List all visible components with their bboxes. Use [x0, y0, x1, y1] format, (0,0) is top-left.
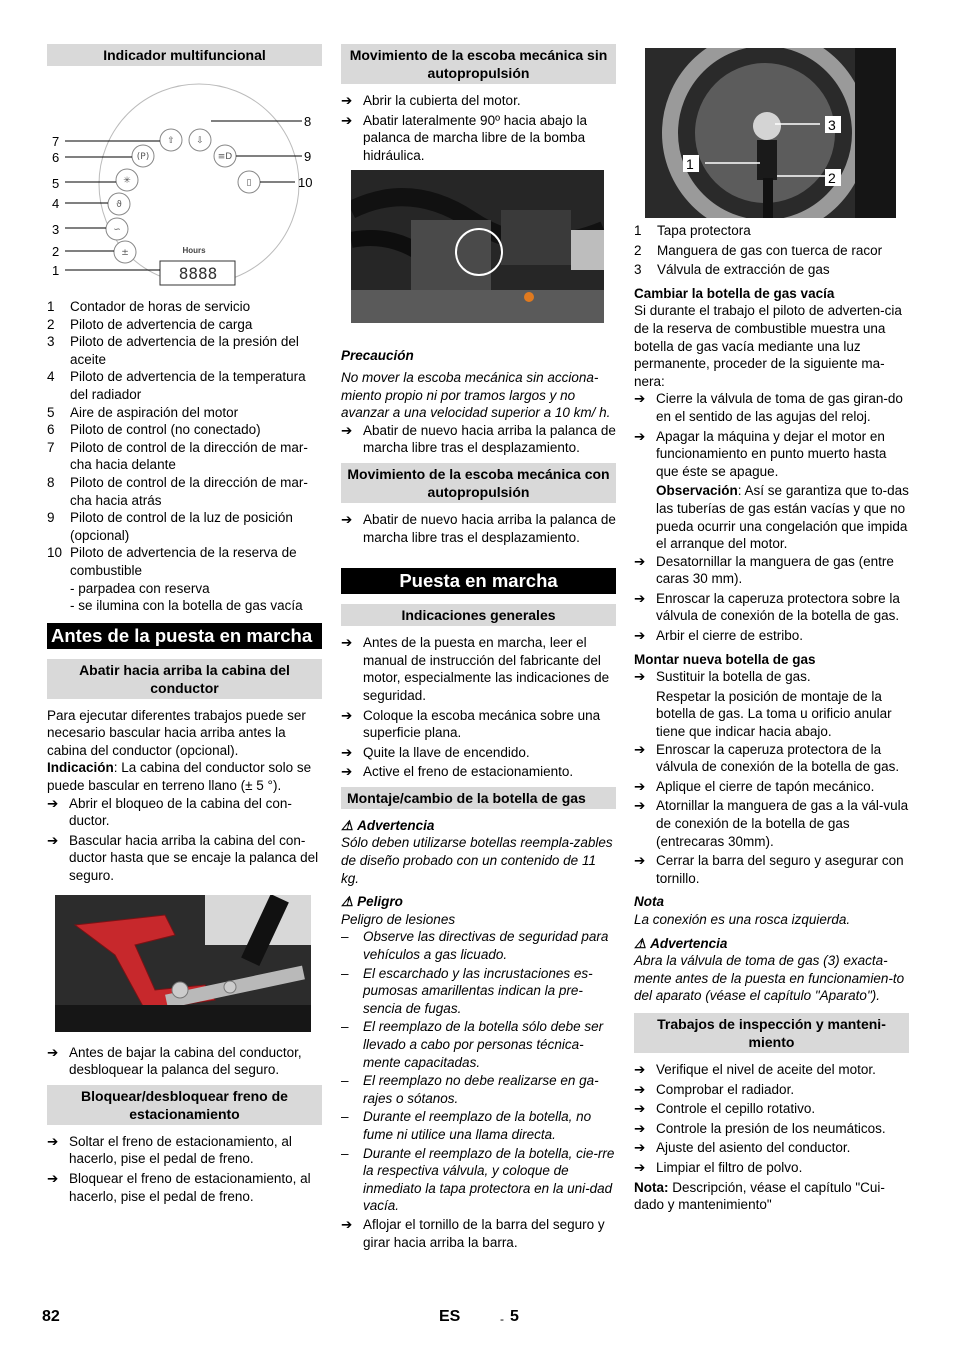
callout-8: 8 — [304, 114, 312, 129]
column-2 — [341, 44, 616, 1253]
step-item: ➔ Atornillar la manguera de gas a la vál-vula de conexión de la botella de gas (entrecaras 30mm). — [634, 798, 909, 849]
heading-cambiar: Cambiar la botella de gas vacía — [634, 285, 835, 301]
step-item: ➔ Active el freno de estacionamiento. — [341, 764, 574, 780]
arrow-icon: ➔ — [47, 1133, 59, 1149]
step-item: ➔ Cierre la válvula de toma de gas giran-do en el sentido de las agujas del reloj. — [634, 391, 903, 424]
arrow-icon: ➔ — [341, 744, 353, 760]
step-item: ➔ Abatir lateralmente 90º hacia abajo la palanca de marcha libre de la bomba hidráulica. — [341, 112, 588, 163]
peligro-label: Peligro — [357, 894, 403, 910]
callout-2: 2 — [52, 244, 60, 259]
nota-text: La conexión es una rosca izquierda. — [634, 911, 851, 927]
legend-item: 8 Piloto de control de la dirección de mar-cha hacia atrás — [47, 474, 308, 508]
adv-text: Abra la válvula de toma de gas (3) exacta-mente antes de la puesta en funcionamien-to del aparato (véase el capítulo "Aparato"). — [634, 953, 905, 1004]
legend-item: 5 Aire de aspiración del motor — [47, 404, 239, 420]
hydraulic-pump-lever-photo — [351, 170, 604, 323]
svg-text:⇧: ⇧ — [167, 136, 175, 146]
step-item: ➔ Antes de bajar la cabina del conductor, desbloquear la palanca del seguro. — [47, 1044, 302, 1078]
legend-item: 1 Contador de horas de servicio — [47, 299, 251, 314]
arrow-icon: ➔ — [634, 553, 646, 569]
nota2-text: Descripción, véase el capítulo "Cui-dado y mantenimiento" — [634, 1179, 885, 1213]
arrow-icon: ➔ — [634, 428, 646, 444]
step-item: ➔ Arbir el cierre de estribo. — [634, 628, 804, 644]
montar-note: Respetar la posición de montaje de la botella de gas. La toma u orificio anular tiene que indicar hacia abajo. — [656, 688, 892, 740]
section-page: 5 — [510, 1308, 519, 1325]
step-item: ➔ Bloquear el freno de estacionamiento, al hacerlo, pise el pedal de freno. — [47, 1171, 311, 1204]
callout-9: 9 — [304, 149, 312, 164]
step-item: ➔ Sustituir la botella de gas. — [634, 669, 811, 685]
arrow-icon: ➔ — [47, 832, 59, 848]
svg-text:∽: ∽ — [113, 225, 121, 235]
arrow-icon: ➔ — [341, 511, 353, 527]
svg-text:≡D: ≡D — [217, 152, 233, 162]
paragraph-abatir: Para ejecutar diferentes trabajos puede ser necesario bascular hacia arriba antes la cabina del conductor (opcional). — [47, 707, 306, 758]
arrow-icon: ➔ — [341, 707, 353, 723]
callout-10: 10 — [298, 175, 313, 190]
step-item: ➔ Quite la llave de encendido. — [341, 744, 530, 760]
step-item: ➔ Abatir de nuevo hacia arriba la palanca de marcha libre tras el desplazamiento. — [341, 422, 616, 456]
legend-item: 1 Tapa protectora — [634, 223, 751, 238]
dash-icon: – — [341, 1109, 349, 1125]
step-item: ➔ Cerrar la barra del seguro y asegurar con tornillo. — [634, 853, 904, 886]
arrow-icon: ➔ — [341, 112, 353, 128]
dash-icon: – — [341, 1019, 349, 1035]
step-item: ➔ Enroscar la caperuza protectora sobre la válvula de conexión de la botella de gas. — [634, 590, 900, 624]
warning-icon: ⚠ — [341, 817, 354, 833]
callout-5: 5 — [52, 176, 60, 191]
step-item: ➔ Controle el cepillo rotativo. — [634, 1101, 816, 1117]
callout-7: 7 — [52, 134, 60, 149]
heading-indicador: Indicador multifuncional — [47, 44, 322, 66]
legend-extra: - parpadea con reserva — [70, 580, 210, 596]
step-item: ➔ Comprobar el radiador. — [634, 1081, 795, 1097]
dash-icon: – — [341, 1073, 349, 1089]
step-item: ➔ Abrir el bloqueo de la cabina del con-ductor. — [47, 795, 292, 829]
danger-item: – Observe las directivas de seguridad para vehículos a gas licuado. — [341, 929, 609, 963]
nota2-label: Nota: — [634, 1179, 669, 1195]
danger-item: – El reemplazo no debe realizarse en ga-rajes o sótanos. — [341, 1073, 599, 1106]
heading-antes: Antes de la puesta en marcha — [47, 623, 322, 649]
step-item: ➔ Abrir la cubierta del motor. — [341, 93, 521, 108]
precaucion-label: Precaución — [341, 348, 414, 364]
step-item: ➔ Ajuste del asiento del conductor. — [634, 1140, 851, 1156]
arrow-icon: ➔ — [634, 590, 646, 606]
legend-item: 3 Válvula de extracción de gas — [634, 262, 830, 278]
arrow-icon: ➔ — [634, 628, 646, 644]
step-item: ➔ Antes de la puesta en marcha, leer el manual de instrucción del fabricante del motor, especialmente las indicaciones de seguridad. — [341, 635, 610, 703]
svg-text:▯: ▯ — [246, 178, 252, 188]
svg-text:(P): (P) — [136, 152, 150, 162]
arrow-icon: ➔ — [634, 1159, 646, 1175]
step-item: ➔ Aplique el cierre de tapón mecánico. — [634, 778, 875, 794]
step-item: ➔ Bascular hacia arriba la cabina del con-ductor hasta que se encaje la palanca del seguro. — [47, 832, 319, 884]
arrow-icon: ➔ — [634, 1061, 646, 1077]
arrow-icon: ➔ — [341, 93, 353, 108]
heading-indic-gen: Indicaciones generales — [341, 604, 616, 626]
indicator-legend — [47, 298, 322, 615]
step-item: ➔ Controle la presión de los neumáticos. — [634, 1120, 886, 1136]
step-item: ➔ Desatornillar la manguera de gas (entre caras 30 mm). — [634, 553, 894, 587]
column-3 — [634, 44, 909, 1214]
dash-icon: – — [341, 1145, 349, 1161]
legend-item: 3 Piloto de advertencia de la presión del aceite — [47, 334, 299, 367]
step-item: ➔ Limpiar el filtro de polvo. — [634, 1159, 803, 1175]
legend-item: 7 Piloto de control de la dirección de mar-cha hacia delante — [47, 439, 308, 473]
step-item: ➔ Abatir de nuevo hacia arriba la palanca de marcha libre tras el desplazamiento. — [341, 511, 616, 545]
arrow-icon: ➔ — [47, 1044, 59, 1060]
callout-3: 3 — [52, 222, 60, 237]
step-item: ➔ Verifique el nivel de aceite del motor. — [634, 1061, 876, 1077]
arrow-icon: ➔ — [634, 798, 646, 814]
indicacion-label: Indicación — [47, 760, 114, 776]
legend-item: 4 Piloto de advertencia de la temperatura del radiador — [47, 369, 306, 402]
step-item: ➔ Apagar la máquina y dejar el motor en funcionamiento en punto muerto hasta que éste se apague. — [634, 428, 887, 479]
hours-label: Hours — [182, 246, 206, 255]
callout-6: 6 — [52, 150, 60, 165]
danger-item: – Durante el reemplazo de la botella, no fume ni utilice una llama directa. — [341, 1109, 592, 1142]
cabin-lock-lever-photo — [55, 895, 311, 1032]
page-number: 82 — [42, 1308, 60, 1325]
indicacion-text: : La cabina del conductor solo se puede bascular en terreno llano (± 5 °). — [47, 760, 312, 794]
multifunction-indicator-diagram — [47, 74, 322, 286]
photo-callout-2: 2 — [828, 170, 836, 186]
arrow-icon: ➔ — [634, 1140, 646, 1156]
photo-callout-1: 1 — [686, 156, 694, 172]
svg-text:⇩: ⇩ — [196, 136, 204, 146]
heading-puesta: Puesta en marcha — [341, 568, 616, 594]
warning-icon: ⚠ — [634, 935, 647, 951]
legend-item: 9 Piloto de control de la luz de posición (opcional) — [47, 510, 293, 543]
language-code: ES — [439, 1308, 461, 1325]
svg-text:ϑ: ϑ — [116, 200, 122, 210]
peligro-sub: Peligro de lesiones — [341, 911, 456, 927]
legend-item: 6 Piloto de control (no conectado) — [47, 422, 261, 438]
arrow-icon: ➔ — [341, 422, 353, 438]
legend-item: 2 Manguera de gas con tuerca de racor — [634, 242, 883, 258]
arrow-icon: ➔ — [341, 1216, 353, 1232]
nota-label: Nota — [634, 894, 664, 910]
heading-abatir: Abatir hacia arriba la cabina del conductor — [47, 659, 322, 699]
adv-label: Advertencia — [650, 935, 728, 951]
legend-item: 10 Piloto de advertencia de la reserva de combustible — [47, 545, 297, 578]
danger-item: – El escarchado y las incrustaciones es-pumosas amarillentas indican la pre-sencia de fugas. — [341, 965, 593, 1016]
warning-icon: ⚠ — [341, 894, 354, 910]
arrow-icon: ➔ — [341, 764, 353, 780]
arrow-icon: ➔ — [634, 1120, 646, 1136]
heading-montar: Montar nueva botella de gas — [634, 651, 816, 667]
heading-freno: Bloquear/desbloquear freno de estacionamiento — [47, 1085, 322, 1125]
heading-montaje: Montaje/cambio de la botella de gas — [341, 787, 616, 809]
legend-extra: - se ilumina con la botella de gas vacía — [70, 598, 303, 614]
observacion-text: : Así se garantiza que to-das las tuberías de gas están vacías y que no pueda ocurrir una congelación que impida el arranque del motor. — [656, 483, 909, 552]
heading-mov-con: Movimiento de la escoba mecánica con autopropulsión — [341, 463, 616, 503]
svg-text:±: ± — [121, 248, 129, 258]
step-item: ➔ Coloque la escoba mecánica sobre una superficie plana. — [341, 707, 601, 741]
advertencia-text: Sólo deben utilizarse botellas reempla-zables de diseño probado con un contenido de 11 kg. — [341, 835, 613, 886]
arrow-icon: ➔ — [341, 635, 353, 651]
precaucion-text: No mover la escoba mecánica sin acciona-miento propio ni por tramos largos y no avanzar a una velocidad superior a 10 km/ h. — [341, 369, 611, 421]
gas-bottle-photo — [645, 48, 896, 218]
step-item: ➔ Enroscar la caperuza protectora de la válvula de conexión de la botella de gas. — [634, 741, 900, 775]
arrow-icon: ➔ — [634, 391, 646, 407]
hours-display: 8888 — [178, 264, 218, 283]
danger-item: – Durante el reemplazo de la botella, cie-rre la respectiva válvula, y coloque de inmediato la tapa protectora en la uni-dad vacía. — [341, 1145, 615, 1214]
photo-callout-3: 3 — [828, 117, 836, 133]
paragraph-cambiar: Si durante el trabajo el piloto de adverten-cia de la reserva de combustible muestra una botella de gas vacía mediante una luz permanente, proceder de la siguiente ma-nera: — [634, 303, 902, 389]
arrow-icon: ➔ — [47, 1171, 59, 1186]
observacion-label: Observación — [656, 483, 738, 499]
arrow-icon: ➔ — [47, 795, 59, 811]
step-item: ➔ Soltar el freno de estacionamiento, al hacerlo, pise el pedal de freno. — [47, 1133, 292, 1167]
arrow-icon: ➔ — [634, 1101, 646, 1117]
footer-separator: - — [500, 1312, 504, 1326]
legend-item: 2 Piloto de advertencia de carga — [47, 316, 253, 332]
gas-legend — [634, 222, 909, 279]
heading-trabajos: Trabajos de inspección y manteni-miento — [634, 1013, 909, 1053]
heading-mov-sin: Movimiento de la escoba mecánica sin autopropulsión — [341, 44, 616, 84]
danger-item: – El reemplazo de la botella sólo debe ser llevado a cabo por personas técnica-mente capacitadas. — [341, 1019, 604, 1070]
column-1 — [47, 44, 322, 1207]
dash-icon: – — [341, 929, 349, 945]
arrow-icon: ➔ — [634, 1081, 646, 1097]
arrow-icon: ➔ — [634, 853, 646, 869]
callout-4: 4 — [52, 196, 60, 211]
arrow-icon: ➔ — [634, 669, 646, 685]
step-item: ➔ Aflojar el tornillo de la barra del seguro y girar hacia arriba la barra. — [341, 1216, 605, 1250]
arrow-icon: ➔ — [634, 778, 646, 794]
arrow-icon: ➔ — [634, 741, 646, 757]
dash-icon: – — [341, 965, 349, 981]
svg-text:✳: ✳ — [123, 176, 131, 186]
advertencia-label: Advertencia — [357, 817, 435, 833]
callout-1: 1 — [52, 263, 60, 278]
